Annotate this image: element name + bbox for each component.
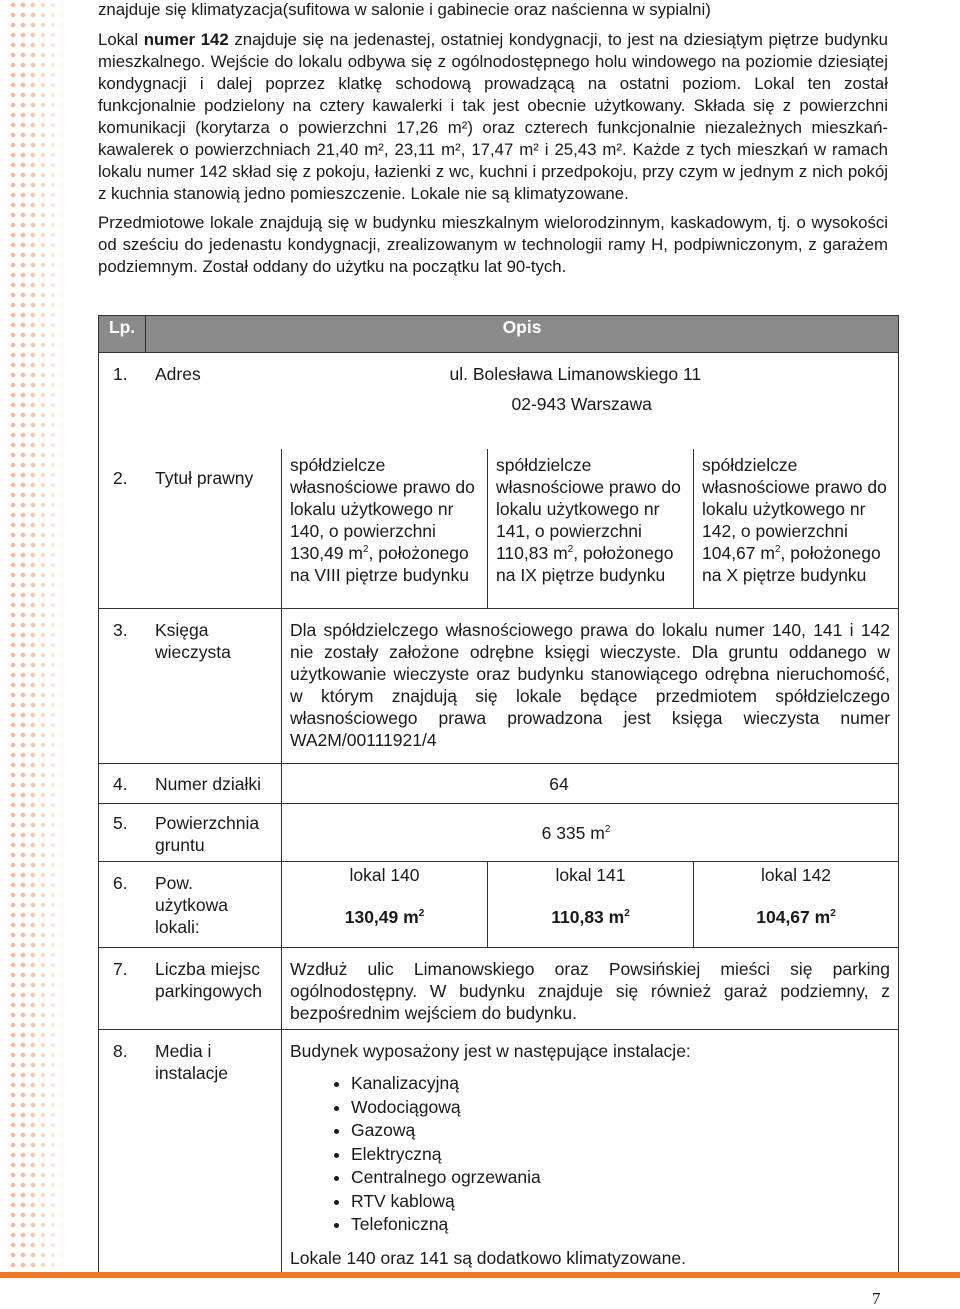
property-description-table — [98, 315, 899, 1278]
list-item: • Centralnego ogrzewania — [351, 1166, 890, 1190]
list-item: • RTV kablową — [351, 1190, 890, 1214]
footer-accent-bar — [0, 1272, 960, 1278]
list-item: • Elektryczną — [351, 1143, 890, 1167]
label-powierzchnia-gruntu: Powierzchnia gruntu — [155, 813, 260, 855]
label-adres: Adres — [155, 364, 201, 384]
label-ksiega-wieczysta: Księga wieczysta — [155, 620, 231, 662]
list-item: • Telefoniczną — [351, 1213, 890, 1237]
ksiega-text: Dla spółdzielczego własnościowego prawa do lokalu numer 140, 141 i 142 nie zostały założone odrębne księgi wieczyste. Dla gruntu oddanego w użytkowanie wieczyste oraz budynku stanowiącego odrębna nieruchomość, w którym znajdują się lokale będące przedmiotem spółdzielczego własnościowego prawa prowadzona jest księga wieczysta numer WA2M/00111921/4 — [290, 620, 891, 750]
title-lokal-141: spółdzielcze własnościowe prawo do lokalu użytkowego nr 141, o powierzchni 110,83 $m^2$, położonego na IX piętrze budynku — [496, 454, 681, 585]
lokal-141-area: lokal 141 110,83 $m^2$ — [551, 865, 630, 927]
header-lp: Lp. — [99, 316, 146, 353]
grunt-value: 6 335 $m^2$ — [541, 823, 611, 843]
paragraph-building: Przedmiotowe lokale znajdują się w budynku mieszkalnym wielorodzinnym, kaskadowym, tj. o wysokości od sześciu do jedenastu kondygnacji, zrealizowanym w technologii ramy H, podpiwniczonym, z garażem podziemnym. Został oddany do użytku na początku lat 90-tych. — [98, 213, 888, 276]
title-lokal-140: spółdzielcze własnościowe prawo do lokalu użytkowego nr 140, o powierzchni 130,49 $m^2$, położonego na VIII piętrze budynku — [290, 454, 475, 585]
table-row-media: 8. Media i instalacje Budynek wyposażony jest w następujące instalacje: • Kanalizacyjną • Wodociągową • Gazową • Elektryczną • Centralnego ogrzewania • RTV kablową • Telefoniczną Lokale 140 oraz 141 są dodatkowo klimatyzowane. — [99, 1030, 899, 1278]
lokal-140-area: lokal 140 130,49 $m^2$ — [344, 865, 425, 927]
title-lokal-142: spółdzielcze własnościowe prawo do lokalu użytkowego nr 142, o powierzchni 104,67 $m^2$, położonego na X piętrze budynku — [702, 454, 887, 585]
table-row-tytul: 2. Tytuł prawny spółdzielcze własnościowe prawo do lokalu użytkowego nr 140, o powierzchni 130,49 $m^2$, położonego na VIII piętrze budynku spółdzielcze własnościowe prawo do lokalu użytkowego nr 141, o powierzchni 110,83 $m^2$, położonego na IX piętrze budynku spółdzielcze własnościowe prawo do lokalu użytkowego nr 142, o powierzchni 104,67 $m^2$, położonego na X piętrze budynku — [99, 449, 899, 609]
label-tytul-prawny: Tytuł prawny — [155, 467, 254, 488]
paragraph-lokal-142: Lokal numer 142 znajduje się na jedenastej, ostatniej kondygnacji, to jest na dziesiątym piętrze budynku mieszkalnego. Wejście do lokalu odbywa się z ogólnodostępnego holu windowego na poziomie dziesiątej kondygnacji i dalej poprzez klatkę schodową prowadzącą na ostatni poziom. Lokal ten został funkcjonalnie podzielony na cztery kawalerki i tak jest obecnie użytkowany. Składa się z powierzchni komunikacji (korytarza o powierzchni 17,26 m²) oraz czterech funkcjonalnie niezależnych mieszkań-kawalerek o powierzchniach 21,40 m², 23,11 m², 17,47 m² i 25,43 m². Każde z tych mieszkań w ramach lokalu numer 142 skład się z pokoju, łazienki z wc, kuchni i przedpokoju, przy czym w jednym z nich pokój z kuchnia stanowią jedno pomieszczenie. Lokale nie są klimatyzowane. — [98, 30, 888, 203]
table-header-row — [99, 316, 899, 353]
table-row-pow-uzytkowa: 6. Pow. użytkowa lokali: lokal 140 130,49 $m^2$ lokal 141 110,83 $m^2$ lokal 142 104,67 $m^2$ — [99, 862, 899, 948]
dzialka-value: 64 — [549, 774, 569, 794]
table-row-grunt: 5. Powierzchnia gruntu 6 335 $m^2$ — [99, 804, 899, 862]
list-item: • Kanalizacyjną — [351, 1072, 890, 1096]
table-row-ksiega: 3. Księga wieczysta Dla spółdzielczego własnościowego prawa do lokalu numer 140, 141 i 142 nie zostały założone odrębne księgi wieczyste. Dla gruntu oddanego w użytkowanie wieczyste oraz budynku stanowiącego odrębna nieruchomość, w którym znajdują się lokale będące przedmiotem spółdzielczego własnościowego prawa prowadzona jest księga wieczysta numer WA2M/00111921/4 — [99, 609, 899, 764]
table-row-parking: 7. Liczba miejsc parkingowych Wzdłuż ulic Limanowskiego oraz Powsińskiej mieści się parking ogólnodostępny. W budynku znajduje się również garaż podziemny, z bezpośrednim wejściem do budynku. — [99, 948, 899, 1030]
paragraph-intro: znajduje się klimatyzacja(sufitowa w salonie i gabinecie oraz naścienna w sypialni) — [98, 0, 711, 19]
label-media: Media i instalacje — [155, 1041, 228, 1083]
list-item: • Gazową — [351, 1119, 890, 1143]
parking-text: Wzdłuż ulic Limanowskiego oraz Powsińskiej mieści się parking ogólnodostępny. W budynku znajduje się również garaż podziemny, z bezpośrednim wejściem do budynku. — [290, 959, 891, 1023]
lokal-142-area: lokal 142 104,67 $m^2$ — [756, 865, 836, 927]
list-item: • Wodociągową — [351, 1096, 890, 1120]
header-opis: Opis — [146, 316, 899, 353]
media-outro: Lokale 140 oraz 141 są dodatkowo klimatyzowane. — [290, 1247, 686, 1268]
table-row-dzialka: 4. Numer działki 64 — [99, 764, 899, 804]
address-street: ul. Bolesława Limanowskiego 11 — [449, 364, 702, 384]
label-pow-uzytkowa: Pow. użytkowa lokali: — [155, 873, 228, 937]
media-content — [282, 1030, 898, 1269]
media-intro: Budynek wyposażony jest w następujące instalacje: — [290, 1041, 691, 1061]
table-row-adres: 1. Adres ul. Bolesława Limanowskiego 11 02-943 Warszawa — [99, 353, 899, 449]
label-miejsca-parkingowe: Liczba miejsc parkingowych — [155, 959, 262, 1001]
address-postal: 02-943 Warszawa — [511, 394, 652, 414]
installations-list — [290, 1072, 890, 1237]
emphasis-lokal-number: numer 142 — [143, 30, 229, 49]
label-numer-dzialki: Numer działki — [155, 774, 261, 794]
body-text — [98, 0, 888, 278]
page-number: 7 — [872, 1289, 881, 1308]
